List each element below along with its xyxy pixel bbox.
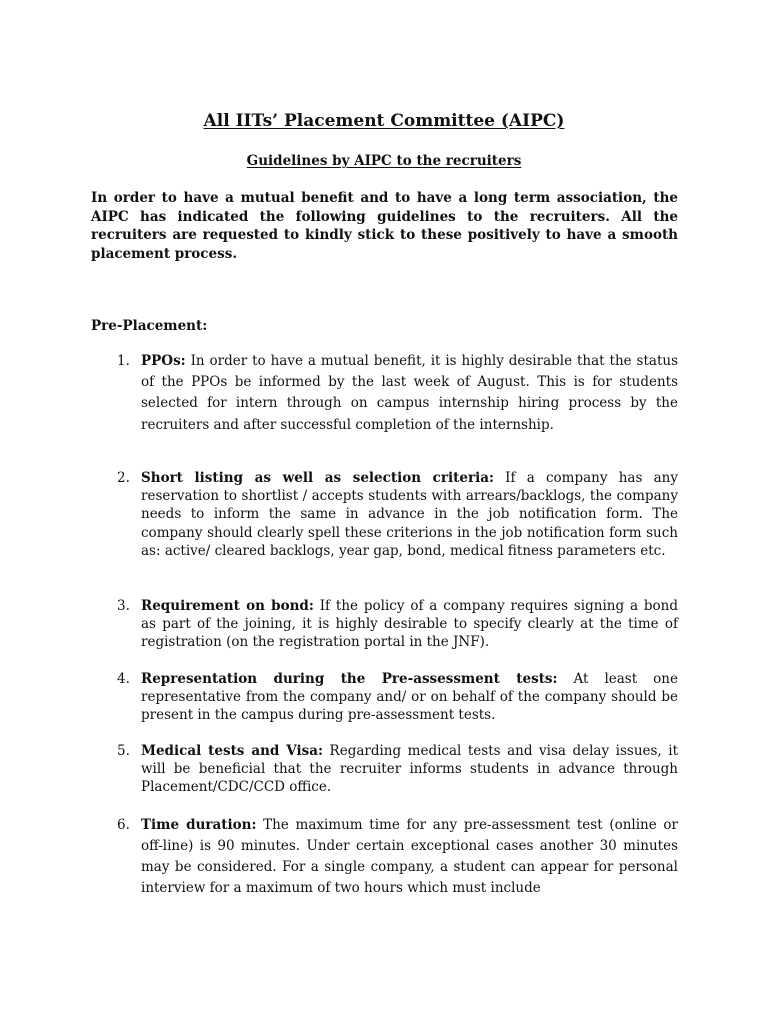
section-heading-pre-placement: Pre-Placement: — [91, 318, 208, 334]
item-text: At least one representative from the company and/ or on behalf of the company should be present in the campus during pre-assessment tests. — [141, 671, 678, 724]
guideline-item-medical-visa — [117, 742, 678, 797]
item-heading: PPOs: — [141, 353, 186, 369]
item-text: The maximum time for any pre-assessment test (online or off-line) is 90 minutes. Under certain exceptional cases another 30 minutes may be considered. For a single company, a student can appear for personal interview for a maximum of two hours which must include — [141, 817, 678, 896]
guideline-item-selection-criteria — [117, 469, 678, 560]
item-heading: Short listing as well as selection criteria: — [141, 470, 494, 486]
item-heading: Time duration: — [141, 817, 257, 833]
item-heading: Representation during the Pre-assessment tests: — [141, 671, 558, 687]
item-heading: Requirement on bond: — [141, 598, 314, 614]
item-text: In order to have a mutual benefit, it is highly desirable that the status of the PPOs be informed by the last week of August. This is for students selected for intern through on campus internship hiring process by the recruiters and after successful completion of the internship. — [141, 353, 678, 433]
item-number: 1. — [117, 353, 130, 369]
guideline-item-representation — [117, 670, 678, 725]
item-number: 4. — [117, 671, 130, 687]
item-text: Regarding medical tests and visa delay issues, it will be beneficial that the recruiter informs students in advance through Placement/CDC/CCD office. — [141, 743, 678, 796]
guideline-item-bond — [117, 597, 678, 652]
item-number: 2. — [117, 470, 130, 486]
item-text: If the policy of a company requires signing a bond as part of the joining, it is highly desirable to specify clearly at the time of registration (on the registration portal in the JNF). — [141, 598, 678, 651]
item-text: If a company has any reservation to shortlist / accepts students with arrears/backlogs, the company needs to inform the same in advance in the job notification form. The company should clearly spell these criterions in the job notification form such as: active/ cleared backlogs, year gap, bond, medical fitness parameters etc. — [141, 470, 678, 559]
intro-paragraph: In order to have a mutual benefit and to have a long term association, the AIPC has indicated the following guidelines to the recruiters. All the recruiters are requested to kindly stick to these positively to have a smooth placement process. — [91, 190, 678, 262]
document-subtitle: Guidelines by AIPC to the recruiters — [246, 153, 522, 169]
item-heading: Medical tests and Visa: — [141, 743, 323, 759]
guideline-item-ppos — [117, 351, 678, 436]
item-number: 5. — [117, 743, 130, 759]
guideline-item-time-duration — [117, 815, 678, 899]
document-title: All IITs’ Placement Committee (AIPC) — [203, 111, 565, 131]
item-number: 6. — [117, 817, 130, 833]
item-number: 3. — [117, 598, 130, 614]
